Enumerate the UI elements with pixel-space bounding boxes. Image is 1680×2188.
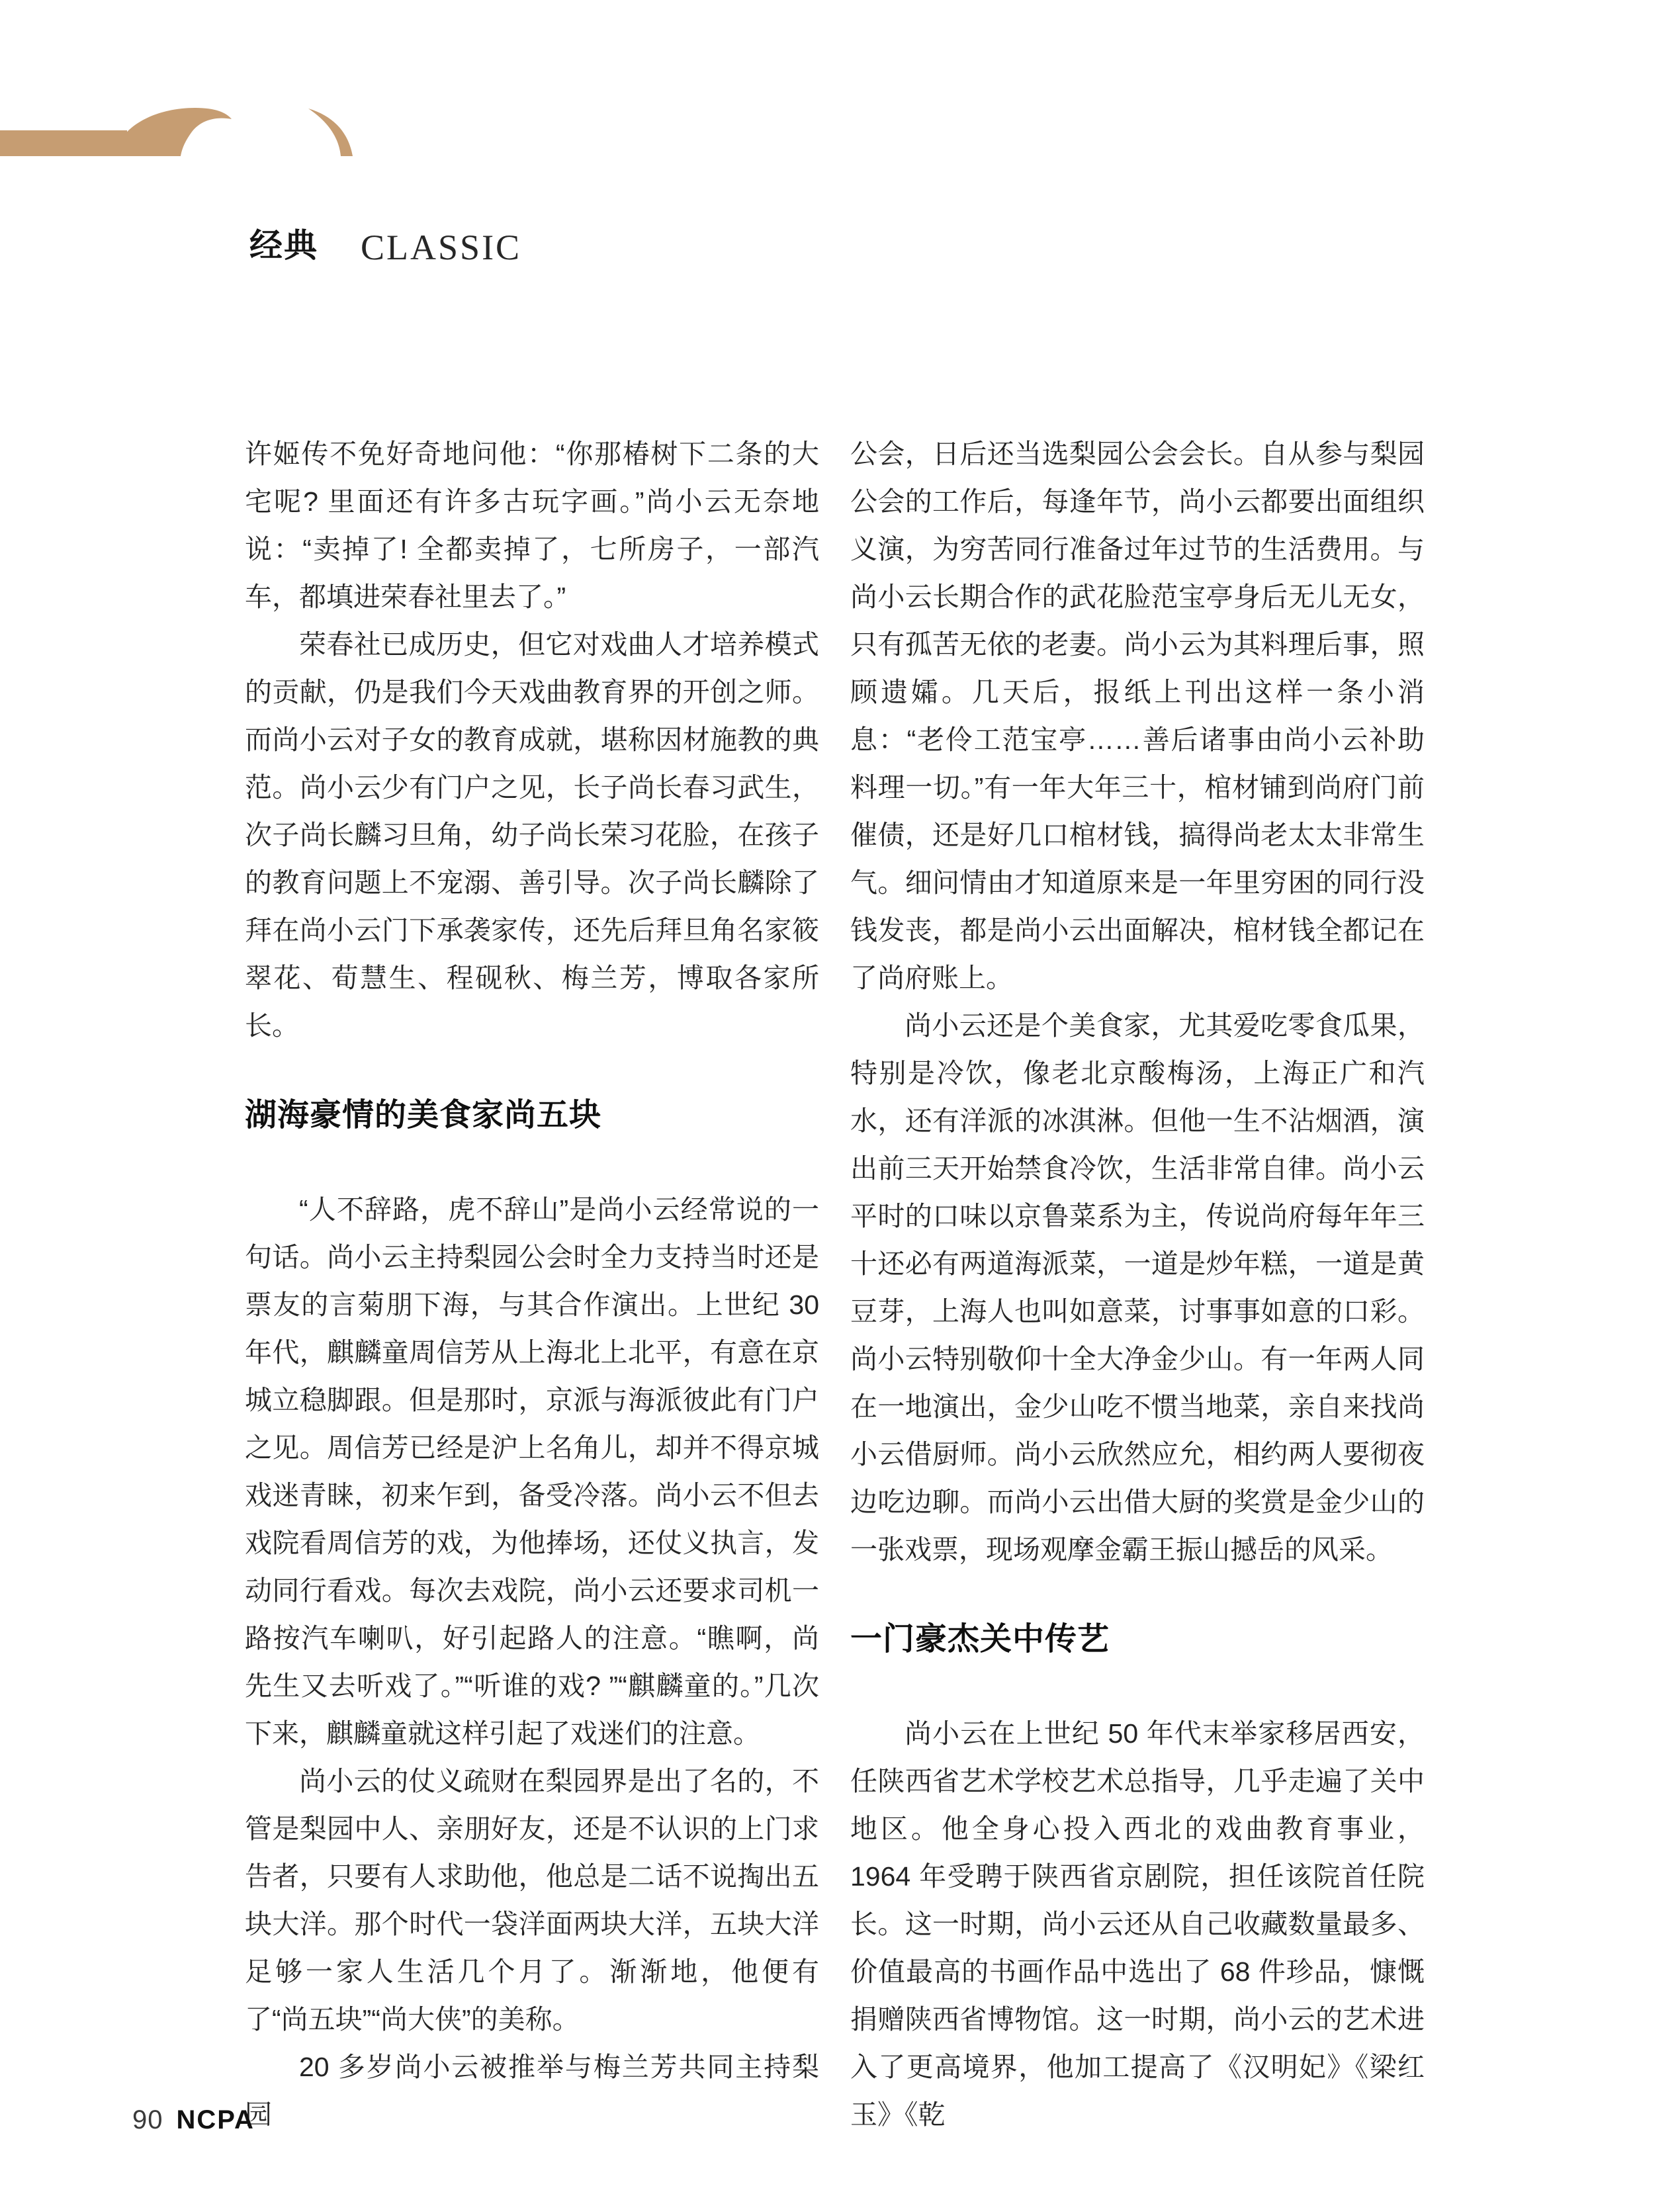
paragraph: 公会，日后还当选梨园公会会长。自从参与梨园公会的工作后，每逢年节，尚小云都要出面组织义演，为穷苦同行准备过年过节的生活费用。与尚小云长期合作的武花脸范宝亭身后无儿无女，只有孤苦无依的老妻。尚小云为其料理后事，照顾遗孀。几天后，报纸上刊出这样一条小消息：“老伶工范宝亭……善后诸事由尚小云补助料理一切。”有一年大年三十，棺材铺到尚府门前催债，还是好几口棺材钱，搞得尚老太太非常生气。细问情由才知道原来是一年里穷困的同行没钱发丧，都是尚小云出面解决，棺材钱全都记在了尚府账上。 <box>850 439 1425 993</box>
leaf-swoosh-icon <box>114 108 232 156</box>
article-column-right <box>850 430 1425 2138</box>
page-number: 90 <box>132 2105 163 2134</box>
header-swoosh-icon <box>0 106 596 172</box>
section-title-cn: 经典 <box>249 227 318 264</box>
paragraph: “人不辞路，虎不辞山”是尚小云经常说的一句话。尚小云主持梨园公会时全力支持当时还是票友的言菊朋下海，与其合作演出。上世纪 30 年代，麒麟童周信芳从上海北上北平，有意在京城立稳脚跟。但是那时，京派与海派彼此有门户之见。周信芳已经是沪上名角儿，却并不得京城戏迷青睐，初来乍到，备受冷落。尚小云不但去戏院看周信芳的戏，为他捧场，还仗义执言，发动同行看戏。每次去戏院，尚小云还要求司机一路按汽车喇叭，好引起路人的注意。“瞧啊，尚先生又去听戏了。”“听谁的戏? ”“麒麟童的。”几次下来，麒麟童就这样引起了戏迷们的注意。 <box>245 1194 819 1749</box>
paragraph: 20 多岁尚小云被推举与梅兰芳共同主持梨园 <box>245 2052 819 2130</box>
page-footer <box>132 2105 255 2137</box>
article-column-left <box>245 430 819 2138</box>
section-header <box>0 106 596 267</box>
header-bar <box>0 130 127 156</box>
section-heading-gourmet: 湖海豪情的美食家尚五块 <box>245 1098 602 1133</box>
section-heading-teaching: 一门豪杰关中传艺 <box>850 1622 1110 1657</box>
paragraph: 荣春社已成历史，但它对戏曲人才培养模式的贡献，仍是我们今天戏曲教育界的开创之师。而尚小云对子女的教育成就，堪称因材施教的典范。尚小云少有门户之见，长子尚长春习武生，次子尚长麟习旦角，幼子尚长荣习花脸，在孩子的教育问题上不宠溺、善引导。次子尚长麟除了拜在尚小云门下承袭家传，还先后拜旦角名家筱翠花、荀慧生、程砚秋、梅兰芳，博取各家所长。 <box>245 629 819 1041</box>
ribbon-swoosh-icon <box>308 109 353 156</box>
paragraph: 尚小云还是个美食家，尤其爱吃零食瓜果，特别是冷饮，像老北京酸梅汤，上海正广和汽水，还有洋派的冰淇淋。但他一生不沾烟酒，演出前三天开始禁食冷饮，生活非常自律。尚小云平时的口味以京鲁菜系为主，传说尚府每年年三十还必有两道海派菜，一道是炒年糕，一道是黄豆芽，上海人也叫如意菜，讨事事如意的口彩。尚小云特别敬仰十全大净金少山。有一年两人同在一地演出，金少山吃不惯当地菜，亲自来找尚小云借厨师。尚小云欣然应允，相约两人要彻夜边吃边聊。而尚小云出借大厨的奖赏是金少山的一张戏票，现场观摩金霸王振山撼岳的风采。 <box>850 1010 1425 1565</box>
section-title-en: CLASSIC <box>361 228 522 267</box>
paragraph: 尚小云在上世纪 50 年代末举家移居西安，任陕西省艺术学校艺术总指导，几乎走遍了关中地区。他全身心投入西北的戏曲教育事业，1964 年受聘于陕西省京剧院，担任该院首任院长。这一时期，尚小云还从自己收藏数量最多、价值最高的书画作品中选出了 68 件珍品，慷慨捐赠陕西省博物馆。这一时期，尚小云的艺术进入了更高境界，他加工提高了《汉明妃》《梁红玉》《乾 <box>850 1718 1425 2130</box>
paragraph: 尚小云的仗义疏财在梨园界是出了名的，不管是梨园中人、亲朋好友，还是不认识的上门求告者，只要有人求助他，他总是二话不说掏出五块大洋。那个时代一袋洋面两块大洋，五块大洋足够一家人生活几个月了。渐渐地，他便有了“尚五块”“尚大侠”的美称。 <box>245 1766 819 2035</box>
paragraph: 许姬传不免好奇地问他：“你那椿树下二条的大宅呢? 里面还有许多古玩字画。”尚小云无奈地说：“卖掉了! 全都卖掉了，七所房子，一部汽车，都填进荣春社里去了。” <box>245 439 819 612</box>
magazine-brand: NCPA <box>176 2105 255 2134</box>
